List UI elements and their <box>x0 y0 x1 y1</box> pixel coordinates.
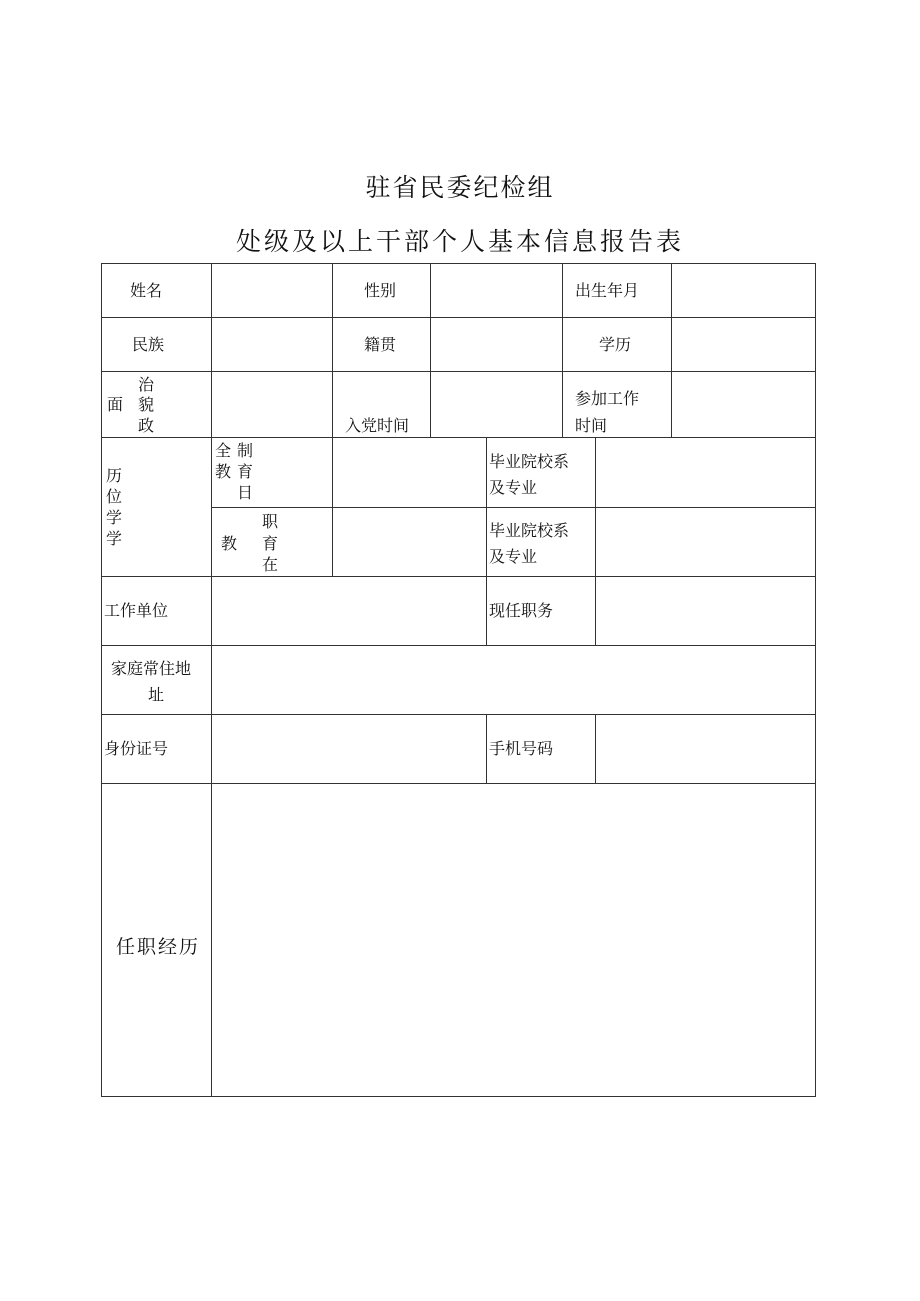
ethnicity-label: 民族 <box>132 335 165 354</box>
id-number-field[interactable] <box>212 715 486 783</box>
work-start-label-2: 时间 <box>575 416 608 435</box>
degree-group-char-4: 学 <box>106 529 123 548</box>
phone-label: 手机号码 <box>489 739 554 758</box>
school-major-label-2b: 及专业 <box>489 547 538 566</box>
phone-field[interactable] <box>596 715 815 783</box>
address-label-1: 家庭常住地 <box>111 659 192 678</box>
political-status-field[interactable] <box>212 372 332 437</box>
birth-label: 出生年月 <box>575 281 640 300</box>
fulltime-char-3: 教 <box>215 462 232 481</box>
education-field[interactable] <box>672 318 815 371</box>
name-label: 姓名 <box>130 281 163 300</box>
school-major-label-1a: 毕业院校系 <box>489 452 570 471</box>
school-major-label-2a: 毕业院校系 <box>489 521 570 540</box>
workplace-field[interactable] <box>212 577 486 645</box>
address-field[interactable] <box>212 646 815 714</box>
native-place-field[interactable] <box>431 318 562 371</box>
political-status-char-3: 貌 <box>138 395 155 414</box>
political-status-char-4: 政 <box>138 416 155 435</box>
career-label: 任职经历 <box>116 936 201 958</box>
political-status-char-1: 治 <box>138 375 155 394</box>
party-join-label: 入党时间 <box>345 416 410 435</box>
work-start-label-1: 参加工作 <box>575 389 640 408</box>
degree-group-char-3: 学 <box>106 508 123 527</box>
party-join-field[interactable] <box>431 372 562 437</box>
inservice-degree-field[interactable] <box>333 508 486 576</box>
address-label-2: 址 <box>148 685 165 704</box>
fulltime-degree-field[interactable] <box>333 438 486 507</box>
position-field[interactable] <box>596 577 815 645</box>
ethnicity-field[interactable] <box>212 318 332 371</box>
degree-group-char-2: 位 <box>106 487 123 506</box>
id-number-label: 身份证号 <box>104 739 169 758</box>
position-label: 现任职务 <box>489 601 554 620</box>
workplace-label: 工作单位 <box>104 601 169 620</box>
inservice-char-2: 教 <box>221 534 238 553</box>
school-major-label-1b: 及专业 <box>489 478 538 497</box>
education-label: 学历 <box>599 335 632 354</box>
form-title: 处级及以上干部个人基本信息报告表 <box>235 227 684 256</box>
inservice-char-3: 育 <box>262 534 279 553</box>
org-title: 驻省民委纪检组 <box>365 173 555 202</box>
fulltime-school-field[interactable] <box>596 438 815 507</box>
career-field[interactable] <box>212 784 815 1096</box>
fulltime-char-2: 制 <box>237 441 254 460</box>
degree-group-char-1: 历 <box>106 466 123 485</box>
fulltime-char-4: 育 <box>237 462 254 481</box>
birth-field[interactable] <box>672 264 815 317</box>
gender-field[interactable] <box>431 264 562 317</box>
inservice-char-1: 职 <box>262 512 279 531</box>
fulltime-char-5: 日 <box>237 483 254 502</box>
name-field[interactable] <box>212 264 332 317</box>
political-status-char-2: 面 <box>107 395 124 414</box>
work-start-field[interactable] <box>672 372 815 437</box>
inservice-char-4: 在 <box>262 555 279 574</box>
fulltime-char-1: 全 <box>215 441 232 460</box>
native-place-label: 籍贯 <box>364 335 397 354</box>
gender-label: 性别 <box>364 281 397 300</box>
inservice-school-field[interactable] <box>596 508 815 576</box>
